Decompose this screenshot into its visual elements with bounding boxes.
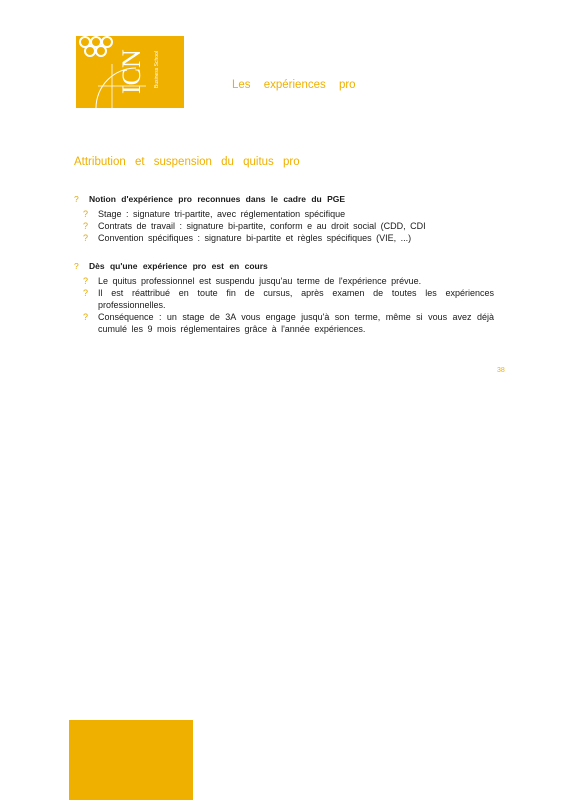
list-item [83, 311, 494, 335]
list-item [83, 220, 494, 232]
bullet-icon: ? [83, 221, 89, 231]
footer-accent-block [69, 720, 193, 800]
header-title: Les expériences pro [232, 79, 356, 91]
section-title: Attribution et suspension du quitus pro [74, 156, 300, 168]
list-item-text: Stage : signature tri-partite, avec réglementation spécifique [98, 209, 346, 219]
logo-graphic-icon [76, 36, 184, 108]
bullet-icon: ? [83, 312, 89, 322]
list-item-text: Le quitus professionnel est suspendu jusqu'au terme de l'expérience prévue. [98, 276, 422, 286]
slide-content [74, 193, 494, 351]
list-item-text: Convention spécifiques : signature bi-partite et règles spécifiques (VIE, ...) [98, 233, 412, 243]
list-item [83, 275, 494, 287]
list-item-text: Il est réattribué en toute fin de cursus, après examen de toutes les expériences professionnelles. [98, 288, 494, 310]
list-item [83, 208, 494, 220]
logo-text: ICN [117, 49, 146, 94]
bullet-icon: ? [74, 194, 79, 204]
icn-logo [76, 36, 184, 108]
list-item [83, 232, 494, 244]
logo-subtext: Business School [154, 51, 160, 88]
list-item-text: Contrats de travail : signature bi-partite, conform e au droit social (CDD, CDI [98, 221, 426, 231]
bullet-icon: ? [83, 233, 89, 243]
bullet-icon: ? [83, 209, 89, 219]
list-item-text: Conséquence : un stage de 3A vous engage jusqu'à son terme, même si vous avez déjà cumulé les 9 mois réglementaires grâce à l'année expériences. [98, 312, 494, 334]
bullet-icon: ? [83, 276, 89, 286]
block-notion [74, 193, 494, 244]
block-heading [74, 260, 494, 272]
bullet-icon: ? [83, 288, 89, 298]
block-heading-text: Dès qu'une expérience pro est en cours [89, 261, 268, 271]
block-en-cours [74, 260, 494, 335]
block-heading-text: Notion d'expérience pro reconnues dans le cadre du PGE [89, 194, 346, 204]
block-heading [74, 193, 494, 205]
page-number: 38 [497, 367, 505, 374]
list-item [83, 287, 494, 311]
bullet-icon: ? [74, 261, 79, 271]
